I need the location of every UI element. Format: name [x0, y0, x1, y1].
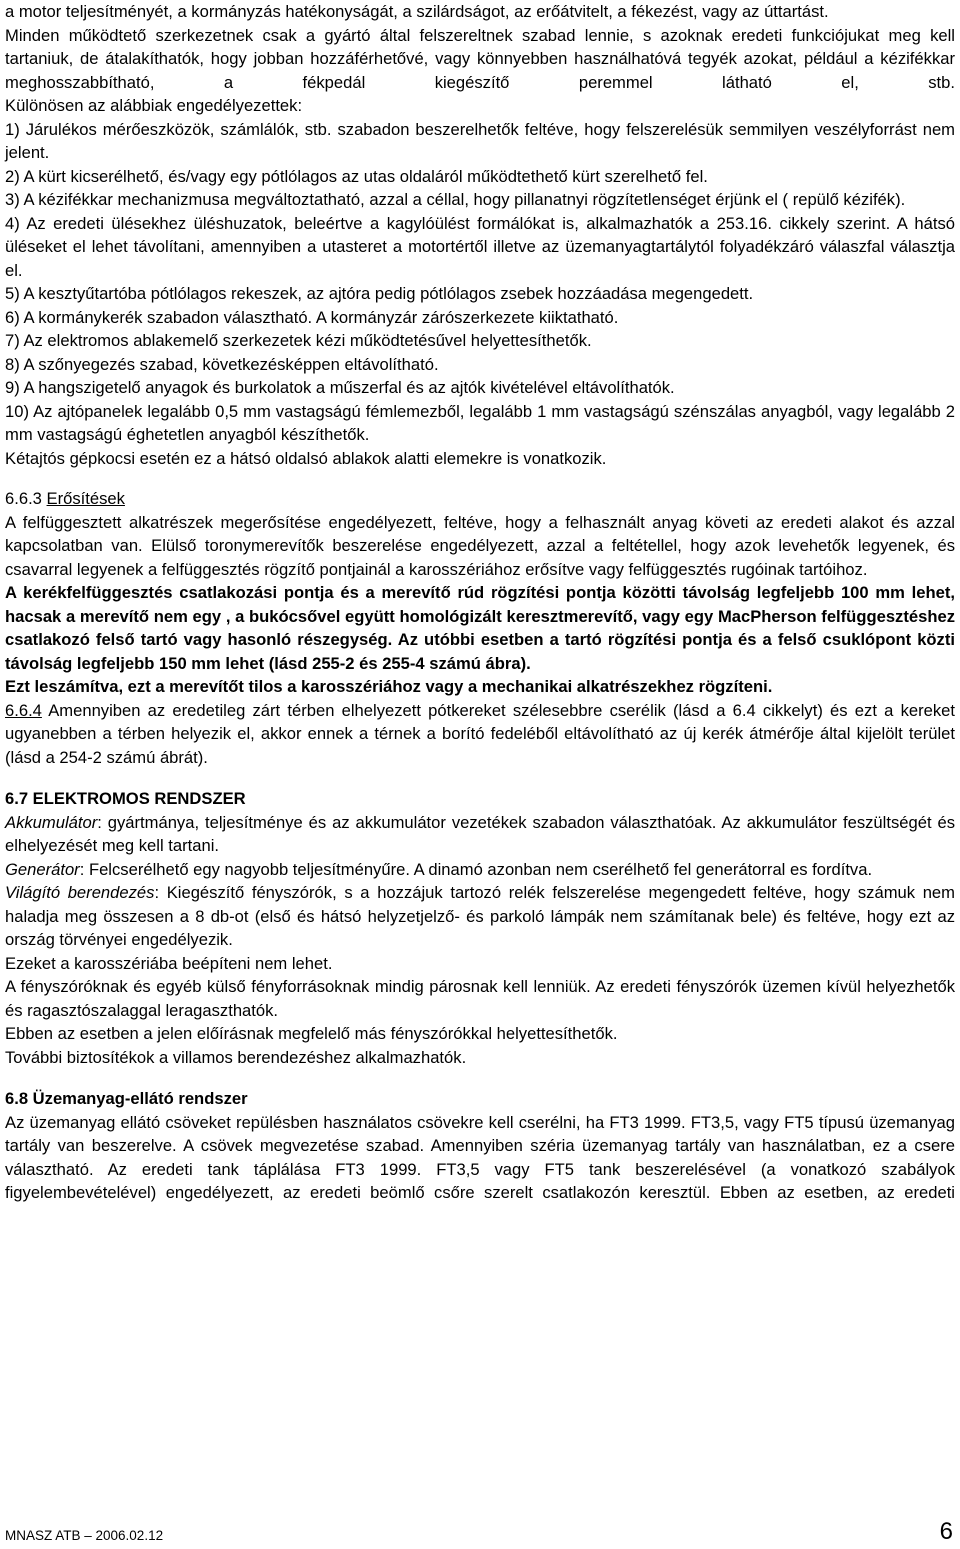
term-label: Akkumulátor — [5, 812, 98, 832]
term-text: : Kiegészítő fényszórók, s a hozzájuk tartozó relék felszerelése megengedett feltéve, hogy számuk nem haladja meg összesen a 8 db-ot (első és hátsó helyzetjelző- és parkoló lámpák nem számítanak bele) és feltéve, hogy ezt az ország törvényei engedélyezik. — [5, 883, 955, 949]
paragraph — [5, 858, 955, 882]
paragraph — [5, 811, 955, 858]
paragraph: Kétajtós gépkocsi esetén ez a hátsó oldalsó ablakok alatti elemekre is vonatkozik. — [5, 448, 607, 468]
section-heading-68: 6.8 Üzemanyag-ellátó rendszer — [5, 1089, 248, 1108]
section-heading-67: 6.7 ELEKTROMOS RENDSZER — [5, 789, 246, 808]
paragraph: Az üzemanyag ellátó csöveket repülésben használatos csövekre kell cserélni, ha FT3 1999. FT3,5, vagy FT5 típusú üzemanyag tartály van beszerelve. A csövek megvezetése szabad. Amennyiben széria üzemanyag tartály van használatban, ez a csere választható. Az eredeti tank táplálása FT3 1999. FT3,5 vagy FT5 tank beszerelésével (a vonatkozó szabályok figyelembevételével) engedélyezett, az eredeti beömlő csőre szerelt csatlakozón keresztül. Ebben az esetben, az eredeti — [5, 1112, 955, 1202]
section-number: 6.6.4 — [5, 700, 42, 720]
term-label: Generátor — [5, 859, 80, 879]
section-664 — [5, 699, 955, 770]
list-item: 7) Az elektromos ablakemelő szerkezetek kézi működtetésűvel helyettesíthetők. — [5, 331, 592, 350]
list-item: 6) A kormánykerék szabadon választható. A kormányzár zárószerkezete kiiktatható. — [5, 307, 619, 327]
list-item: 10) Az ajtópanelek legalább 0,5 mm vastagságú fémlemezből, legalább 1 mm vastagságú szénszálas anyagból, vagy legalább 2 mm vastagságú éghetetlen anyagból készíthetők. — [5, 401, 955, 444]
list-item: 8) A szőnyegezés szabad, következésképpen eltávolítható. — [5, 354, 439, 374]
section-text: Amennyiben az eredetileg zárt térben elhelyezett pótkereket szélesebbre cserélik (lásd a 6.4 cikkelyt) és ezt a kereket ugyanebben a térben helyezik el, akkor ennek a térnek a borító fedeléből eltávolítható az új kerék átmérője által kijelölt terület (lásd a 254-2 számú ábrát). — [5, 700, 955, 767]
paragraph: A fényszóróknak és egyéb külső fényforrásoknak mindig párosnak kell lenniük. Az eredeti fényszórók üzemen kívül helyezhetők és ragasztószalaggal leragaszthatók. — [5, 977, 955, 1020]
section-heading-663 — [5, 487, 955, 511]
footer-doc-id: MNASZ ATB – 2006.02.12 — [5, 1528, 164, 1543]
list-item: 1) Járulékos mérőeszközök, számlálók, stb. szabadon beszerelhetők feltéve, hogy felszerelésük semmilyen veszélyforrást nem jelent. — [5, 119, 955, 162]
term-label: Világító berendezés — [5, 883, 155, 902]
list-item: 9) A hangszigetelő anyagok és burkolatok a műszerfal és az ajtók kivételével eltávolíthatók. — [5, 378, 675, 397]
list-item: 5) A kesztyűtartóba pótlólagos rekeszek, az ajtóra pedig pótlólagos zsebek hozzáadása megengedett. — [5, 284, 754, 303]
list-item: 3) A kézifékkar mechanizmusa megváltoztatható, azzal a céllal, hogy pillanatnyi rögzítetlenséget érjünk el ( repülő kézifék). — [5, 190, 906, 209]
paragraph: Ebben az esetben a jelen előírásnak megfelelő más fényszórókkal helyettesíthetők. — [5, 1024, 618, 1043]
document-page — [5, 0, 955, 1205]
paragraph: A felfüggesztett alkatrészek megerősítése engedélyezett, feltéve, hogy a felhasznált anyag követi az eredeti alakot és azzal kapcsolatban van. Elülső toronymerevítők beszerelése engedélyezett, azzal a feltétellel, hogy azok levehetők legyenek, és csavarral legyenek a felfüggesztés rögzítő pontjainál a karosszériához erősítve vagy felfüggesztés rugóinak tartóihoz. — [5, 512, 955, 579]
page-number: 6 — [939, 1518, 953, 1545]
list-item: 4) Az eredeti ülésekhez üléshuzatok, beleértve a kagylóülést formálókat is, alkalmazhatók a 253.16. cikkely szerint. A hátsó üléseket el lehet távolítani, amennyiben a utasteret a motortértől illetve az üzemanyagtartálytól folyadékzáró válaszfal választja el. — [5, 213, 955, 280]
section-number: 6.6.3 — [5, 489, 42, 508]
bold-paragraph: A kerékfelfüggesztés csatlakozási pontja és a merevítő rúd rögzítési pontja közötti távolság legfeljebb 100 mm lehet, hacsak a merevítő nem egy , a bukócsővel együtt homológizált keresztmerevítő, vagy egy MacPherson felfüggesztéshez csatlakozó felső tartó vagy hasonló részegység. Az utóbbi esetben a tartó rögzítési pontja és a felső csuklópont közti távolság legfeljebb 150 mm lehet (lásd 255-2 és 255-4 számú ábra). — [5, 583, 955, 673]
term-text: : gyártmánya, teljesítménye és az akkumulátor vezetékek szabadon választhatóak. Az akkumulátor feszültségét és elhelyezését meg kell tartani. — [5, 812, 955, 855]
paragraph: Ezeket a karosszériába beépíteni nem lehet. — [5, 953, 333, 973]
paragraph: Minden működtető szerkezetnek csak a gyártó által felszereltnek szabad lennie, s azoknak eredeti funkciójukat meg kell tartaniuk, de átalakíthatók, hogy jobban hozzáférhetővé, vagy könnyebben használhatóvá tegyék azokat, például a kézifékkar meghosszabbítható, a fékpedál kiegészítő peremmel látható el, stb. — [5, 25, 955, 92]
paragraph — [5, 881, 955, 952]
paragraph: Különösen az alábbiak engedélyezettek: — [5, 96, 303, 115]
section-title: Erősítések — [46, 489, 125, 508]
bold-paragraph: Ezt leszámítva, ezt a merevítőt tilos a karosszériához vagy a mechanikai alkatrészekhez rögzíteni. — [5, 677, 773, 696]
term-text: : Felcserélhető egy nagyobb teljesítményűre. A dinamó azonban nem cserélhető fel generátorral es fordítva. — [79, 859, 873, 879]
paragraph: a motor teljesítményét, a kormányzás hatékonyságát, a szilárdságot, az erőátvitelt, a fékezést, vagy az úttartást. — [5, 2, 829, 21]
paragraph: További biztosítékok a villamos berendezéshez alkalmazhatók. — [5, 1047, 467, 1067]
list-item: 2) A kürt kicserélhető, és/vagy egy pótlólagos az utas oldaláról működtethető kürt szerelhető fel. — [5, 166, 708, 186]
